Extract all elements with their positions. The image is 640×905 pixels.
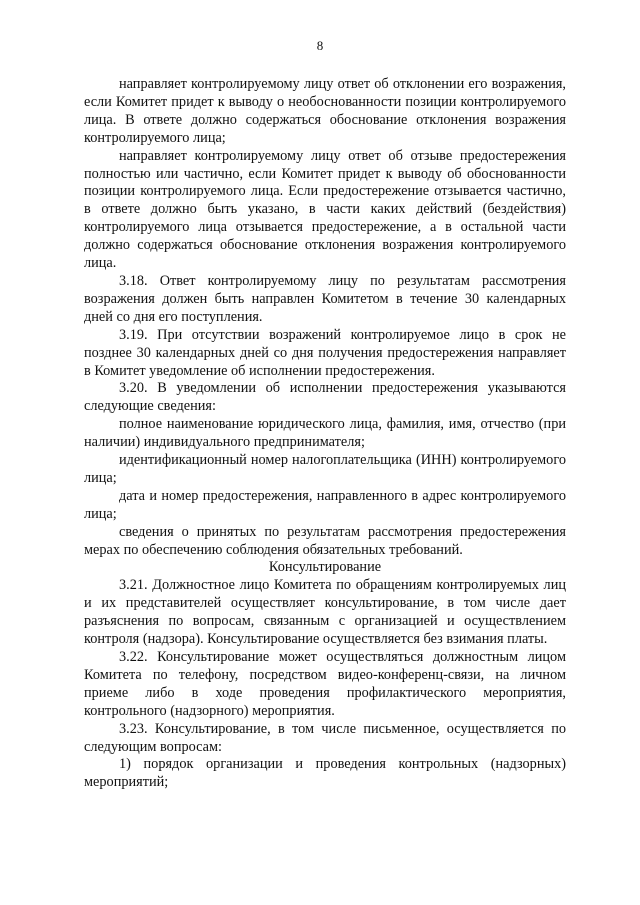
list-item-warning-date: дата и номер предостережения, направленного в адрес контролируемого лица; (84, 487, 566, 522)
clause-3-21: 3.21. Должностное лицо Комитета по обращениям контролируемых лиц и их представителей осуществляет консультирование, в том числе дает разъяснения по вопросам, связанным с организацией и осуществлением контроля (надзора). Консультирование осуществляется без взимания платы. (84, 577, 566, 648)
section-heading-consulting: Консультирование (268, 559, 382, 576)
list-item-full-name: полное наименование юридического лица, фамилия, имя, отчество (при наличии) индивидуального предпринимателя; (84, 416, 566, 451)
list-item-procedure: 1) порядок организации и проведения контрольных (надзорных) мероприятий; (84, 756, 566, 791)
clause-3-23: 3.23. Консультирование, в том числе письменное, осуществляется по следующим вопросам: (84, 720, 566, 755)
clause-3-20: 3.20. В уведомлении об исполнении предостережения указываются следующие сведения: (84, 380, 566, 415)
clause-3-19: 3.19. При отсутствии возражений контролируемое лицо в срок не позднее 30 календарных дней со дня получения предостережения направляет в Комитет уведомление об исполнении предостережения. (84, 326, 566, 379)
clause-3-18: 3.18. Ответ контролируемому лицу по результатам рассмотрения возражения должен быть направлен Комитетом в течение 30 календарных дней со дня его поступления. (84, 272, 566, 325)
paragraph-warning-withdrawal: направляет контролируемому лицу ответ об отзыве предостережения полностью или частично, если Комитет придет к выводу об обоснованности позиции контролируемого лица. Если предостережение отзывается частично, в ответе должно быть указано, в части каких действий (бездействия) контролируемого лица отзывается предостережение, а в остальной части должно содержаться обоснование отклонения возражения контролируемого лица. (84, 147, 566, 272)
page-number: 8 (316, 38, 324, 53)
clause-3-22: 3.22. Консультирование может осуществляться должностным лицом Комитета по телефону, посредством видео-конференц-связи, на личном приеме либо в ходе проведения профилактического мероприятия, контрольного (надзорного) мероприятия. (84, 649, 566, 719)
paragraph-objection-rejection: направляет контролируемому лицу ответ об отклонении его возражения, если Комитет придет к выводу о необоснованности позиции контролируемого лица. В ответе должно содержаться обоснование отклонения возражения контролируемого лица; (84, 76, 566, 146)
list-item-inn: идентификационный номер налогоплательщика (ИНН) контролируемого лица; (84, 452, 566, 486)
list-item-measures: сведения о принятых по результатам рассмотрения предостережения мерах по обеспечению соблюдения обязательных требований. (84, 523, 566, 558)
document-body (84, 76, 566, 792)
